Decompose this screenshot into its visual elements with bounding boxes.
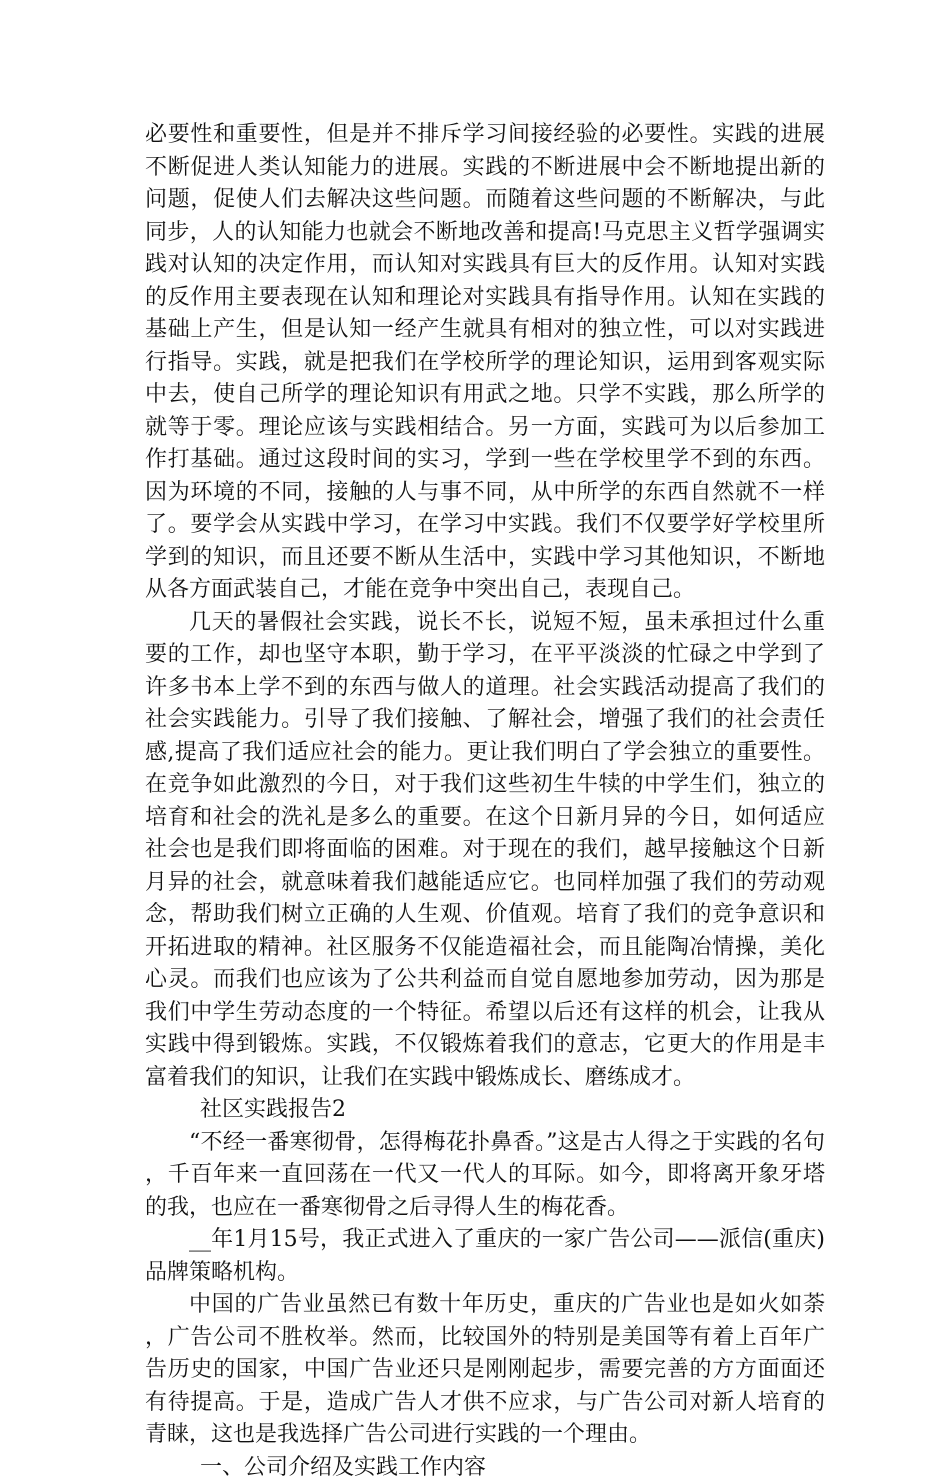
report-title: 社区实践报告2 [145,1094,825,1127]
paragraph-start-date: __年1月15号，我正式进入了重庆的一家广告公司——派信(重庆)品牌策略机构。 [145,1224,825,1289]
paragraph-advertising-industry: 中国的广告业虽然已有数十年历史，重庆的广告业也是如火如荼，广告公司不胜枚举。然而，比较国外的特别是美国等有着上百年广告历史的国家，中国广告业还只是刚刚起步，需要完善的方方面面还有待提高。于是，造成广告人才供不应求，与广告公司对新人培育的青睐，这也是我选择广告公司进行实践的一个理由。 [145,1289,825,1452]
section-heading-company-intro: 一、公司介绍及实践工作内容 [145,1452,825,1484]
paragraph-plum-blossom-quote: “不经一番寒彻骨，怎得梅花扑鼻香。”这是古人得之于实践的名句，千百年来一直回荡在一代又一代人的耳际。如今，即将离开象牙塔的我，也应在一番寒彻骨之后寻得人生的梅花香。 [145,1127,825,1225]
paragraph-necessity-of-practice: 必要性和重要性，但是并不排斥学习间接经验的必要性。实践的进展不断促进人类认知能力的进展。实践的不断进展中会不断地提出新的问题，促使人们去解决这些问题。而随着这些问题的不断解决，与此同步，人的认知能力也就会不断地改善和提高!马克思主义哲学强调实践对认知的决定作用，而认知对实践具有巨大的反作用。认知对实践的反作用主要表现在认知和理论对实践具有指导作用。认知在实践的基础上产生，但是认知一经产生就具有相对的独立性，可以对实践进行指导。实践，就是把我们在学校所学的理论知识，运用到客观实际中去，使自己所学的理论知识有用武之地。只学不实践，那么所学的就等于零。理论应该与实践相结合。另一方面，实践可为以后参加工作打基础。通过这段时间的实习，学到一些在学校里学不到的东西。因为环境的不同，接触的人与事不同，从中所学的东西自然就不一样了。要学会从实践中学习，在学习中实践。我们不仅要学好学校里所学到的知识，而且还要不断从生活中，实践中学习其他知识，不断地从各方面武装自己，才能在竞争中突出自己，表现自己。 [145,119,825,607]
paragraph-summer-social-practice: 几天的暑假社会实践，说长不长，说短不短，虽未承担过什么重要的工作，却也坚守本职，勤于学习，在平平淡淡的忙碌之中学到了许多书本上学不到的东西与做人的道理。社会实践活动提高了我们的社会实践能力。引导了我们接触、了解社会，增强了我们的社会责任感,提高了我们适应社会的能力。更让我们明白了学会独立的重要性。在竞争如此激烈的今日，对于我们这些初生牛犊的中学生们，独立的培育和社会的洗礼是多么的重要。在这个日新月异的今日，如何适应社会也是我们即将面临的困难。对于现在的我们，越早接触这个日新月异的社会，就意味着我们越能适应它。也同样加强了我们的劳动观念，帮助我们树立正确的人生观、价值观。培育了我们的竞争意识和开拓进取的精神。社区服务不仅能造福社会，而且能陶冶情操，美化心灵。而我们也应该为了公共利益而自觉自愿地参加劳动，因为那是我们中学生劳动态度的一个特征。希望以后还有这样的机会，让我从实践中得到锻炼。实践，不仅锻炼着我们的意志，它更大的作用是丰富着我们的知识，让我们在实践中锻炼成长、磨练成才。 [145,607,825,1095]
document-body [145,119,825,1484]
